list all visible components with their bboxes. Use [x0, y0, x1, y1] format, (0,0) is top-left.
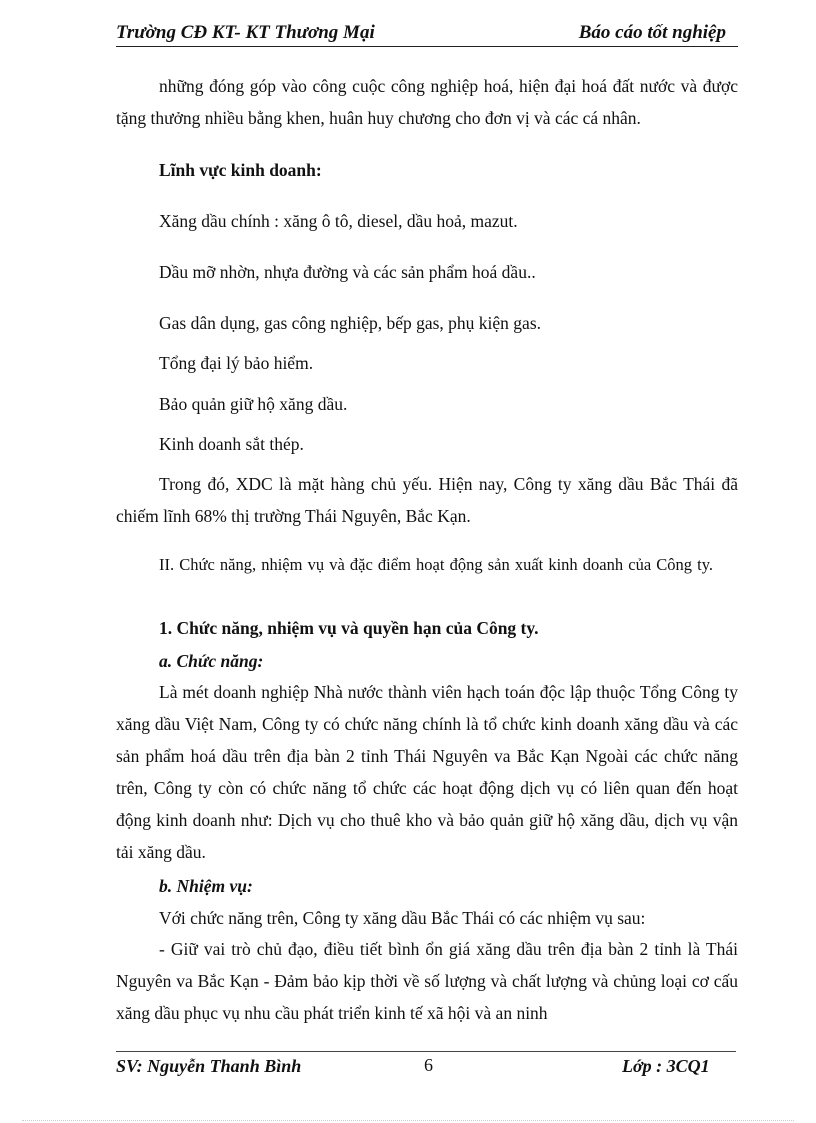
function-paragraph: Là mét doanh nghiệp Nhà nước thành viên hạch toán độc lập thuộc Tổng Công ty xăng dầu Việt Nam, Công ty có chức năng chính là tổ chức kinh doanh xăng dầu và các sản phẩm hoá dầu trên địa bàn 2 tỉnh Thái Nguyên va Bắc Kạn Ngoài các chức năng trên, Công ty còn có chức năng tổ chức các hoạt động dịch vụ có liên quan đến hoạt động kinh doanh như: Dịch vụ cho thuê kho và bảo quản giữ hộ xăng dầu, dịch vụ vận tải xăng dầu.: [116, 682, 738, 862]
class-name: Lớp : 3CQ1: [622, 1056, 710, 1076]
duty-heading: b. Nhiệm vụ:: [159, 876, 253, 896]
duty-paragraph: - Giữ vai trò chủ đạo, điều tiết bình ổn giá xăng dầu trên địa bàn 2 tỉnh là Thái Nguyên va Bắc Kạn - Đảm bảo kịp thời về số lượng và chất lượng và chủng loại cơ cấu xăng dầu phục vụ nhu cầu phát triển kinh tế xã hội và an ninh: [116, 939, 738, 1023]
business-item: Dầu mỡ nhờn, nhựa đường và các sản phẩm hoá dầu..: [159, 262, 536, 282]
intro-paragraph: những đóng góp vào công cuộc công nghiệp hoá, hiện đại hoá đất nước và được tặng thưởng nhiều bằng khen, huân huy chương cho đơn vị và các cá nhân.: [116, 76, 738, 128]
page-header: [116, 22, 738, 47]
function-heading: a. Chức năng:: [159, 651, 264, 671]
student-name: SV: Nguyễn Thanh Bình: [116, 1056, 302, 1076]
business-item: Bảo quản giữ hộ xăng dầu.: [159, 394, 348, 414]
market-share-paragraph: Trong đó, XDC là mặt hàng chủ yếu. Hiện nay, Công ty xăng dầu Bắc Thái đã chiếm lĩnh 68% thị trường Thái Nguyên, Bắc Kạn.: [116, 474, 738, 526]
school-name: Trường CĐ KT- KT Thương Mại: [116, 22, 375, 43]
business-item: Xăng dầu chính : xăng ô tô, diesel, dầu hoả, mazut.: [159, 211, 518, 231]
page-number: 6: [424, 1055, 433, 1075]
business-item: Kinh doanh sắt thép.: [159, 434, 304, 454]
section-2-heading: II. Chức năng, nhiệm vụ và đặc điểm hoạt động sản xuất kinh doanh của Công ty.: [159, 555, 714, 574]
business-item: Gas dân dụng, gas công nghiệp, bếp gas, phụ kiện gas.: [159, 313, 542, 333]
business-item: Tổng đại lý bảo hiểm.: [159, 353, 314, 373]
duty-intro: Với chức năng trên, Công ty xăng dầu Bắc Thái có các nhiệm vụ sau:: [159, 908, 646, 928]
page-bottom-border: [22, 1120, 794, 1121]
report-title: Báo cáo tốt nghiệp: [578, 22, 726, 43]
business-heading: Lĩnh vực kinh doanh:: [159, 160, 322, 180]
subsection-1-heading: 1. Chức năng, nhiệm vụ và quyền hạn của Công ty.: [159, 618, 539, 638]
footer-divider: [116, 1051, 736, 1052]
